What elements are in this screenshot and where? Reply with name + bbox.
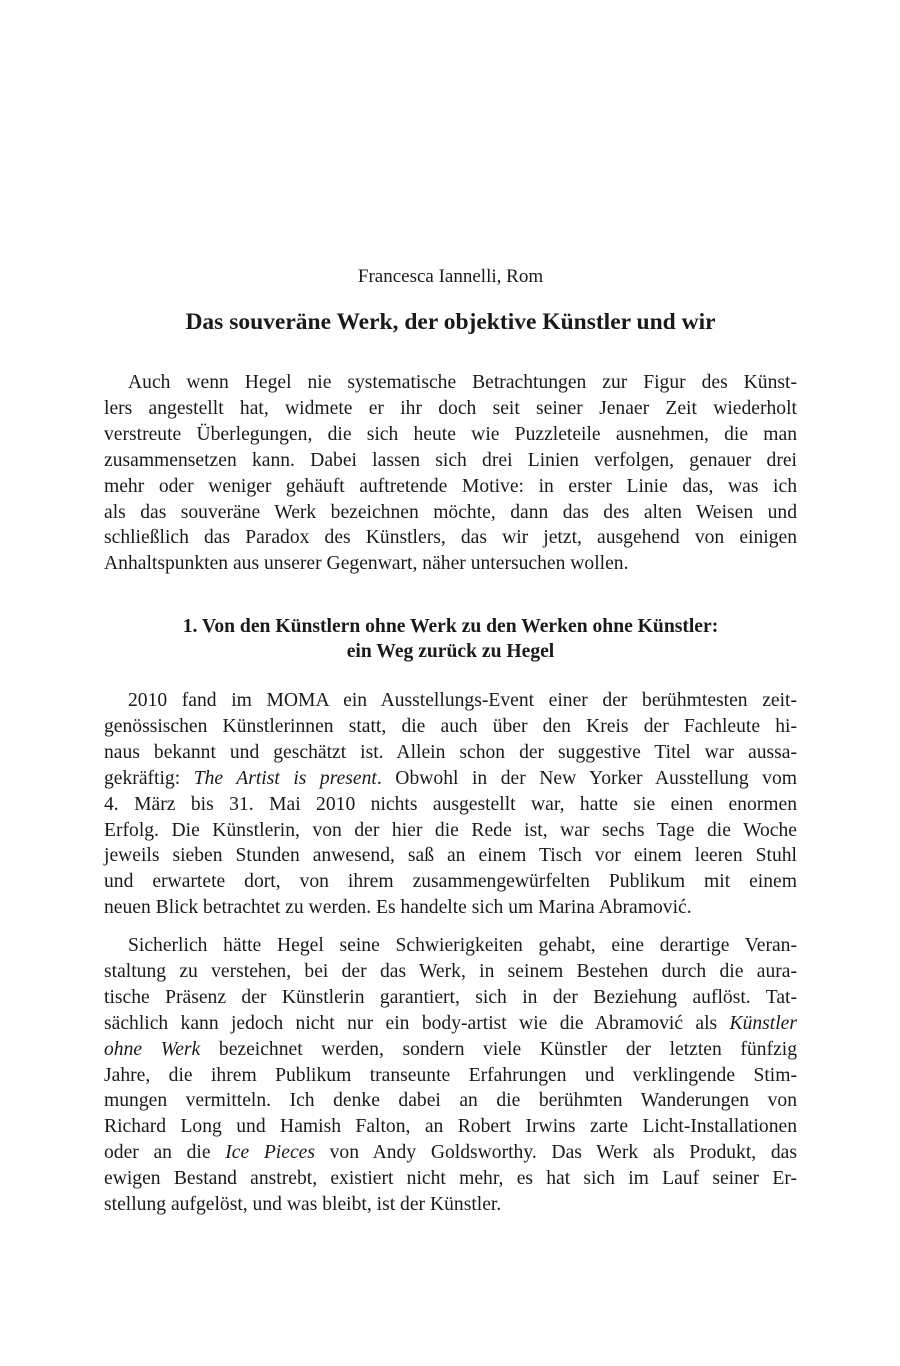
text-line: ewigen Bestand anstrebt, existiert nicht mehr, es hat sich im Lauf seiner Er-: [104, 1168, 797, 1190]
text-line: Richard Long und Hamish Falton, an Robert Irwins zarte Licht-Installationen: [104, 1116, 797, 1138]
text-line: lers angestellt hat, widmete er ihr doch seit seiner Jenaer Zeit wiederholt: [104, 397, 797, 419]
text-line: mungen vermitteln. Ich denke dabei an die berühmten Wanderungen von: [104, 1090, 797, 1112]
text-line: schließlich das Paradox des Künstlers, das wir jetzt, ausgehend von einigen: [104, 527, 797, 549]
text-line: tische Präsenz der Künstlerin garantiert, sich in der Beziehung auflöst. Tat-: [104, 986, 797, 1008]
text-line: genössischen Künstlerinnen statt, die auch über den Kreis der Fachleute hi-: [104, 715, 797, 737]
text-line: Erfolg. Die Künstlerin, von der hier die Rede ist, war sechs Tage die Woche: [104, 819, 797, 841]
text-line: mehr oder weniger gehäuft auftretende Motive: in erster Linie das, was ich: [104, 475, 797, 497]
text-line: Anhaltspunkten aus unserer Gegenwart, näher untersuchen wollen.: [104, 553, 629, 575]
text-line: Sicherlich hätte Hegel seine Schwierigkeiten gehabt, eine derartige Veran-: [128, 935, 797, 956]
text-line: neuen Blick betrachtet zu werden. Es handelte sich um Marina Abramović.: [104, 897, 692, 919]
text-line: [104, 1011, 797, 1037]
text-line: [104, 1140, 797, 1166]
text-line: und erwartete dort, von ihrem zusammengewürfelten Publikum mit einem: [104, 871, 797, 893]
text-line: als das souveräne Werk bezeichnen möchte, dann das des alten Weisen und: [104, 501, 797, 523]
text-run: gekräftig:: [104, 767, 194, 789]
section-heading-line-1: 1. Von den Künstlern ohne Werk zu den Werken ohne Künstler:: [182, 616, 719, 637]
italic-title: The Artist is present: [193, 767, 377, 789]
italic-title: Ice Pieces: [225, 1142, 315, 1164]
text-line: [104, 766, 797, 792]
section-heading-line-2: ein Weg zurück zu Hegel: [346, 641, 555, 662]
text-line: naus bekannt und geschätzt ist. Allein schon der suggestive Titel war aussa-: [104, 741, 797, 763]
text-line: zusammensetzen kann. Dabei lassen sich drei Linien verfolgen, genauer drei: [104, 449, 797, 471]
text-run: . Obwohl in der New Yorker Ausstellung vom: [376, 767, 797, 789]
text-line: Auch wenn Hegel nie systematische Betrachtungen zur Figur des Künst-: [128, 372, 797, 393]
text-run: sächlich kann jedoch nicht nur ein body-artist wie die Abramović als: [104, 1012, 730, 1034]
body-paragraph-1: [104, 688, 797, 921]
text-line: staltung zu verstehen, bei der das Werk, in seinem Bestehen durch die aura-: [104, 960, 797, 982]
text-run: oder an die: [104, 1142, 226, 1164]
text-line: 4. März bis 31. Mai 2010 nichts ausgestellt war, hatte sie einen enormen: [104, 793, 797, 815]
text-run: von Andy Goldsworthy. Das Werk als Produkt, das: [314, 1142, 797, 1164]
italic-term: ohne Werk: [104, 1038, 201, 1060]
text-run: bezeichnet werden, sondern viele Künstler der letzten fünfzig: [200, 1038, 798, 1060]
intro-paragraph: [104, 370, 797, 577]
author-line: Francesca Iannelli, Rom: [357, 266, 544, 287]
text-line: verstreute Überlegungen, die sich heute wie Puzzleteile ausnehmen, die man: [104, 423, 797, 445]
text-line: stellung aufgelöst, und was bleibt, ist der Künstler.: [104, 1194, 502, 1216]
text-line: [104, 1037, 797, 1063]
text-line: 2010 fand im MOMA ein Ausstellungs-Event einer der berühmtesten zeit-: [128, 690, 797, 711]
section-heading: [104, 614, 797, 664]
article-title: Das souveräne Werk, der objektive Künstler und wir: [185, 309, 716, 335]
body-paragraph-2: [104, 933, 797, 1218]
text-line: Jahre, die ihrem Publikum transeunte Erfahrungen und verklingende Stim-: [104, 1064, 797, 1086]
text-line: jeweils sieben Stunden anwesend, saß an einem Tisch vor einem leeren Stuhl: [104, 845, 797, 867]
italic-term: Künstler: [729, 1012, 797, 1034]
